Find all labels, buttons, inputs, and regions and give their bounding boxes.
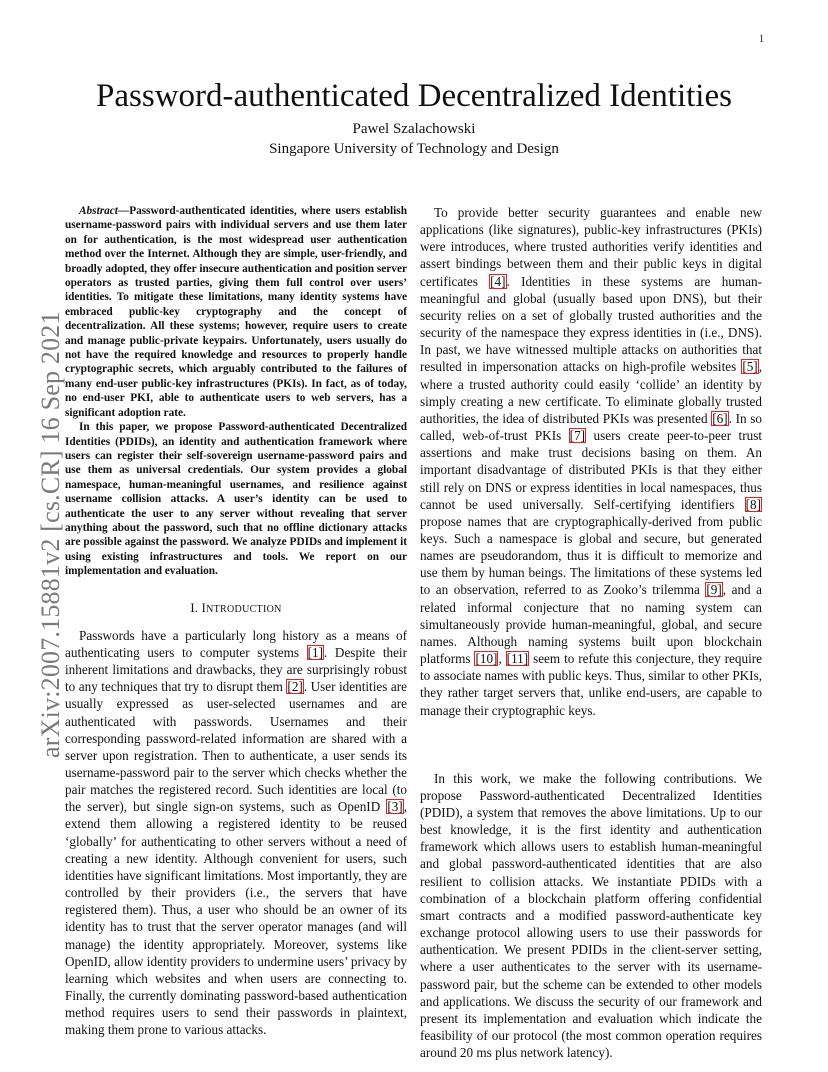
section-heading-introduction xyxy=(65,600,407,618)
right-column xyxy=(420,204,762,1061)
citation-link[interactable]: [10] xyxy=(475,651,498,667)
citation-link[interactable]: [9] xyxy=(706,582,722,598)
citation-link[interactable]: [5] xyxy=(742,359,758,375)
section-first-letter: I xyxy=(201,600,207,615)
column-gap xyxy=(420,719,762,770)
text-run: . In so called, web-of-trust PKIs xyxy=(420,410,762,444)
citation-link[interactable]: [8] xyxy=(745,496,761,512)
arxiv-identifier-stamp[interactable]: arXiv:2007.15881v2 [cs.CR] 16 Sep 2021 xyxy=(36,311,65,758)
text-run: , where a trusted authority could easily ‘collide’ an identity by simply creating a new certificate. To eliminate globally trusted authorities, the idea of distributed PKIs was presented xyxy=(420,359,762,426)
text-run: , extend them allowing a registered identity to be reused ‘globally’ for authenticating to other servers without a need of creating a new identity. Although convenient for users, such identities have significant limitations. Most importantly, they are controlled by their providers (i.e., the servers that have registered them). Thus, a user who should be an owner of its identity has to trust that the server operator manages (and will manage) the identity appropriately. Moreover, systems like OpenID, allow identity providers to undermine users’ privacy by learning which websites and when users are connecting to. Finally, the currently dominating password-based authentication method requires users to send their passwords in plaintext, making them prone to various attacks. xyxy=(65,799,407,1038)
citation-link[interactable]: [6] xyxy=(712,410,728,426)
text-run: , and a related informal conjecture that no naming system can simultaneously provide human-meaningful, global, and secure names. Although naming systems built upon blockchain platforms xyxy=(420,582,762,667)
text-run: To provide better security guarantees and enable new applications (like signatures), public-key infrastructures (PKIs) were introduces, where trusted authorities verify identities and assert bindings between them and their public keys in digital certificates xyxy=(420,205,762,289)
intro-paragraph-3: In this work, we make the following contributions. We propose Password-authenticated Decentralized Identities (PDID), a system that removes the above limitations. Up to our best knowledge, it is the first identity and authentication framework which allows users to establish human-meaningful and global password-authenticated identities that are also resilient to collision attacks. We instantiate PDIDs with a combination of a blockchain platform offering confidential smart contracts and a modified password-authenticate key exchange protocol allowing users to use their passwords for authentication. We present PDIDs in the client-server setting, where a user authenticates to the server with its username-password pair, but the scheme can be extended to other models and applications. We discuss the security of our framework and present its implementation and evaluation which indicate the feasibility of our protocol (the most common operation requires around 20 ms plus network latency). xyxy=(420,770,762,1061)
citation-link[interactable]: [4] xyxy=(490,273,506,289)
text-run: , xyxy=(498,651,506,667)
citation-link[interactable]: [3] xyxy=(387,799,403,815)
intro-paragraph-2 xyxy=(420,204,762,719)
abstract-label: Abstract xyxy=(79,205,118,217)
section-title-rest: NTRODUCTION xyxy=(206,603,282,615)
citation-link[interactable]: [7] xyxy=(569,428,586,444)
author-affiliation: Singapore University of Technology and Design xyxy=(269,141,559,157)
section-number: I. xyxy=(190,600,199,615)
paper-title: Password-authenticated Decentralized Identities xyxy=(96,78,732,114)
abstract-text-1: Password-authenticated identities, where users establish username-password pairs with individual servers and use them later on for authentication, is the most widespread user authentication method over the Internet. Although they are simple, user-friendly, and broadly adopted, they offer insecure authentication and position server operators as trusted parties, giving them full control over users’ identities. To mitigate these limitations, many identity systems have embraced public-key cryptography and the concept of decentralization. All these systems; however, require users to create and manage public-private keypairs. Unfortunately, users usually do not have the required knowledge and resources to properly handle cryptographic secrets, which arguably contributed to the failures of many end-user public-key infrastructures (PKIs). In fact, as of today, no end-user PKI, able to authenticate users to web servers, has a significant adoption rate. xyxy=(65,205,407,419)
intro-paragraph-1 xyxy=(65,627,407,1039)
text-run: seem to refute this conjecture, they require to associate names with public keys. Thus, similar to other PKIs, they rather target servers that, unlike end-users, are capable to manage their cryptographic keys. xyxy=(420,651,762,718)
text-run: . Despite their inherent limitations and drawbacks, they are surprisingly robust to any techniques that try to disrupt them xyxy=(65,644,407,695)
citation-link[interactable]: [1] xyxy=(307,644,324,660)
left-column xyxy=(65,204,407,1038)
abstract-paragraph-1: Abstract—Password-authenticated identities, where users establish username-password pairs with individual servers and use them later on for authentication, is the most widespread user authentication method over the Internet. Although they are simple, user-friendly, and broadly adopted, they offer insecure authentication and position server operators as trusted parties, giving them full control over users’ identities. To mitigate these limitations, many identity systems have embraced public-key cryptography and the concept of decentralization. All these systems; however, require users to create and manage public-private keypairs. Unfortunately, users usually do not have the required knowledge and resources to properly handle cryptographic secrets, which arguably contributed to the failures of many end-user public-key infrastructures (PKIs). In fact, as of today, no end-user PKI, able to authenticate users to web servers, has a significant adoption rate. xyxy=(65,205,407,419)
page-number: 1 xyxy=(759,34,764,45)
citation-link[interactable]: [11] xyxy=(506,651,529,667)
abstract xyxy=(65,204,407,579)
text-run: users create peer-to-peer trust assertions and make trust decisions basing on them. An important disadvantage of distributed PKIs is that they either still rely on DNS or express identities in local namespaces, thus cannot be used universally. Self-certifying identifiers xyxy=(420,428,762,512)
text-run: Passwords have a particularly long history as a means of authenticating users to computer systems xyxy=(65,627,407,660)
citation-link[interactable]: [2] xyxy=(287,679,303,695)
author-name: Pawel Szalachowski xyxy=(352,121,476,137)
text-run: . Identities in these systems are human-meaningful and global (usually based upon DNS), but their security relies on a set of globally trusted authorities and the security of the namespace they express identities in (i.e., DNS). In past, we have witnessed multiple attacks on authorities that resulted in impersonation attacks on high-profile websites xyxy=(420,273,762,375)
text-run: propose names that are cryptographically-derived from public keys. Such a namespace is global and secure, but generated names are pseudorandom, thus it is difficult to memorize and use them by human beings. The limitations of these systems led to an observation, referred to as Zooko’s trilemma xyxy=(420,513,762,598)
abstract-paragraph-2: In this paper, we propose Password-authenticated Decentralized Identities (PDIDs), an identity and authentication framework where users can register their self-sovereign username-password pairs and use them as universal credentials. Our system provides a global namespace, human-meaningful usernames, and resilience against username collision attacks. A user’s identity can be used to authenticate the user to any server without revealing that server anything about the password, such that no offline dictionary attacks are possible against the password. We analyze PDIDs and implement it using existing infrastructures and tools. We report on our implementation and evaluation. xyxy=(65,421,407,578)
text-run: . User identities are usually expressed as user-selected usernames and are authenticated with passwords. Usernames and their corresponding password-related information are shared with a server upon registration. Then to authenticate, a user sends its username-password pair to the server which checks whether the pair matches the registered record. Such identities are local (to the server), but single sign-on systems, such as OpenID xyxy=(65,679,407,815)
